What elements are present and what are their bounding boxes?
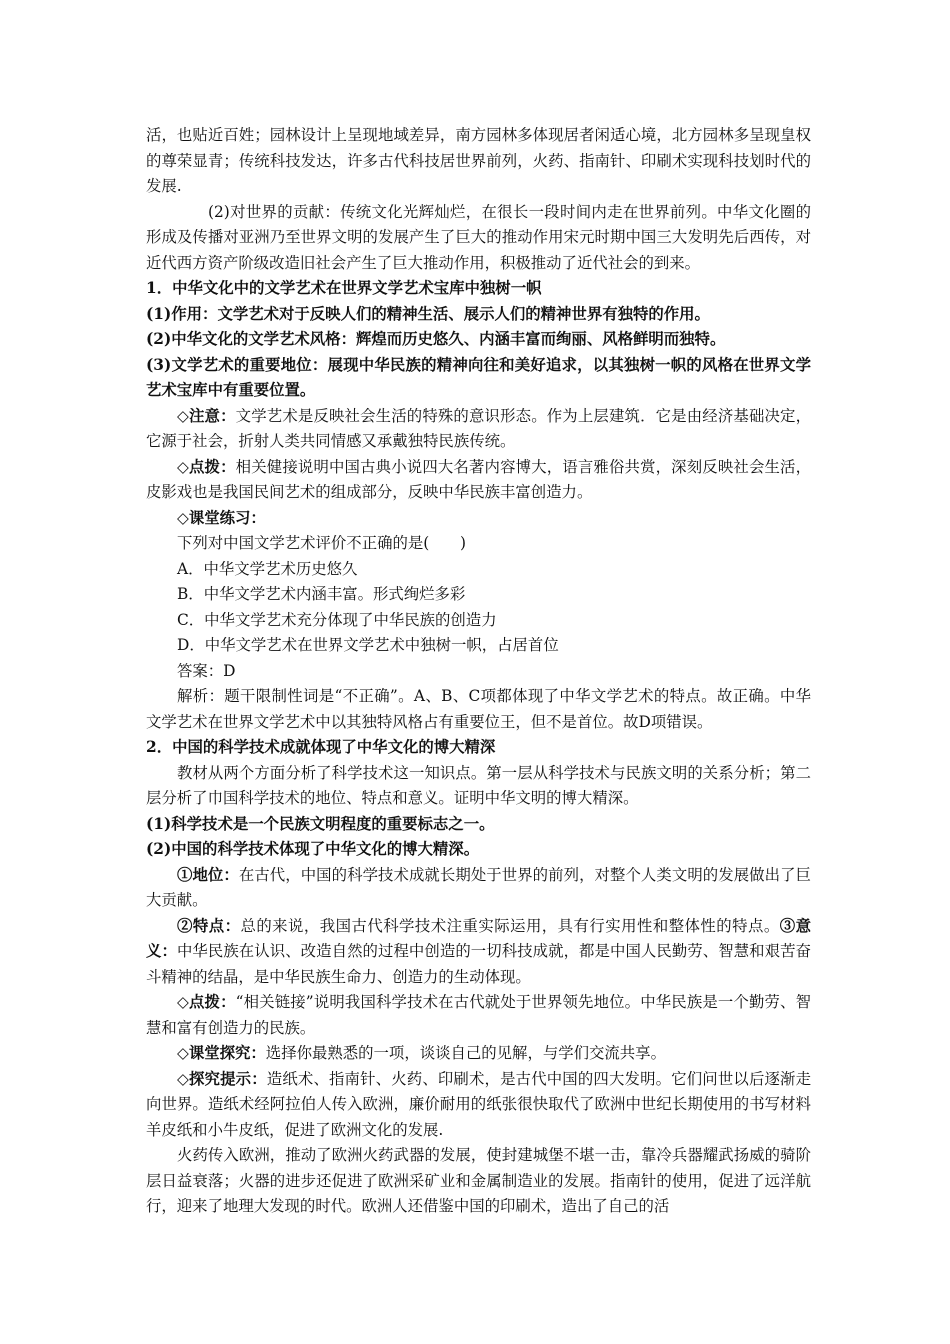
status-text: 在古代，中国的科学技术成就长期处于世界的前列，对整个人类文明的发展做出了巨大贡献。	[146, 865, 811, 909]
tip-text-2: “相关链接”说明我国科学技术在古代就处于世界领先地位。中华民族是一个勤劳、智慧和富有创造力的民族。	[146, 993, 811, 1037]
hint-label: ◇探究提示：	[177, 1069, 267, 1088]
hint-paragraph	[146, 1067, 811, 1144]
note-paragraph	[146, 404, 811, 455]
tip-text-1: 相关健接说明中国古典小说四大名著内容博大，语言雅俗共赏，深刻反映社会生活，皮影戏也是我国民间艺术的组成部分，反映中华民族丰富创造力。	[146, 457, 811, 501]
tip-paragraph-2	[146, 990, 811, 1041]
option-b: B．中华文学艺术内涵丰富。形式绚烂多彩	[177, 585, 466, 603]
section-2-intro: 教材从两个方面分析了科学技术这一知识点。第一层从科学技术与民族文明的关系分析；第二层分析了巾国科学技术的地位、特点和意义。证明中华文明的博大精深。	[146, 763, 811, 807]
explore-text: 选择你最熟悉的一项，谈谈自己的见解，与学们交流共享。	[265, 1044, 666, 1062]
explore-paragraph	[146, 1041, 811, 1067]
meaning-label: ③意义：	[146, 916, 811, 960]
answer: 答案：D	[177, 661, 236, 680]
option-a: A．中华文学艺术历史悠久	[177, 559, 358, 578]
option-d: D．中华文学艺术在世界文学艺术中独树一帜，占居首位	[177, 636, 559, 654]
point-1-2: (2)中华文化的文学艺术风格：辉煌而历史悠久、内涵丰富而绚丽、风格鲜明而独特。	[146, 330, 726, 348]
paragraph-world-contribution: (2)对世界的贡献：传统文化光辉灿烂，在很长一段时间内走在世界前列。中华文化圈的形成及传播对亚洲乃至世界文明的发展产生了巨大的推动作用宋元时期中国三大发明先后西传，对近代西方资产阶级改造旧社会产生了巨大推动作用，积极推动了近代社会的到来。	[146, 202, 811, 272]
features-meaning-paragraph	[146, 914, 811, 991]
features-text: 总的来说，我国古代科学技术注重实际运用，具有行实用性和整体性的特点。	[240, 916, 780, 935]
tip-label-2: ◇点拨：	[177, 993, 236, 1011]
practice-question: 下列对中国文学艺术评价不正确的是( )	[177, 534, 467, 552]
point-2-1: (1)科学技术是一个民族文明程度的重要标志之一。	[146, 814, 495, 833]
section-heading-1: 1．中华文化中的文学艺术在世界文学艺术宝库中独树一帜	[146, 279, 542, 297]
note-label: ◇注意：	[177, 406, 236, 425]
analysis: 解析：题干限制性词是“不正确”。A、B、C项都体现了中华文学艺术的特点。故正确。中华文学艺术在世界文学艺术中以其独特风格占有重要位王，但不是首位。故D项错误。	[146, 687, 811, 731]
paragraph-continuation: 活，也贴近百姓；园林设计上呈现地域差异，南方园林多体现居者闲适心境，北方园林多呈现皇权的尊荣显青；传统科技发达，许多古代科技居世界前列，火药、指南针、印刷术实现科技划时代的发展.	[146, 126, 811, 195]
status-label: ①地位：	[177, 865, 239, 884]
tip-label-1: ◇点拨：	[177, 457, 236, 476]
note-text: 文学艺术是反映社会生活的特殊的意识形态。作为上层建筑．它是由经济基础决定，它源于社会，折射人类共同情感又承戴独特民族传统。	[146, 406, 811, 450]
meaning-text: 中华民族在认识、改造自然的过程中创造的一切科技成就，都是中国人民勤劳、智慧和艰苦奋斗精神的结晶，是中华民族生命力、创造力的生动体现。	[146, 942, 811, 986]
section-heading-2: 2．中国的科学技术成就体现了中华文化的博大精深	[146, 738, 496, 756]
tip-paragraph-1	[146, 455, 811, 506]
hint-text: 造纸术、指南针、火药、印刷术，是古代中国的四大发明。它们问世以后逐渐走向世界。造纸术经阿拉伯人传入欧洲，廉价耐用的纸张很快取代了欧洲中世纪长期使用的书写材料羊皮纸和小牛皮纸，促进了欧洲文化的发展.	[146, 1069, 811, 1139]
status-paragraph	[146, 863, 811, 914]
practice-label: ◇课堂练习：	[177, 508, 266, 527]
explore-label: ◇课堂探究：	[177, 1044, 266, 1062]
point-2-2: (2)中国的科学技术体现了中华文化的博大精深。	[146, 840, 480, 858]
features-label: ②特点：	[177, 916, 241, 935]
point-1-3: (3)文学艺术的重要地位：展现中华民族的精神向往和美好追求，以其独树一帜的风格在世界文学艺术宝库中有重要位置。	[146, 355, 811, 399]
point-1-1: (1)作用：文学艺术对于反映人们的精神生活、展示人们的精神世界有独特的作用。	[146, 304, 710, 323]
gunpowder-paragraph: 火药传入欧洲，推动了欧洲火药武器的发展，使封建城堡不堪一击，靠冷兵器耀武扬威的骑阶层日益衰落；火器的进步还促进了欧洲采矿业和金属制造业的发展。指南针的使用，促进了远洋航行，迎来了地理大发现的时代。欧洲人还借鉴中国的印刷术，造出了自己的活	[146, 1146, 811, 1215]
document-body	[146, 123, 811, 1220]
option-c: C．中华文学艺术充分体现了中华民族的创造力	[177, 610, 497, 629]
